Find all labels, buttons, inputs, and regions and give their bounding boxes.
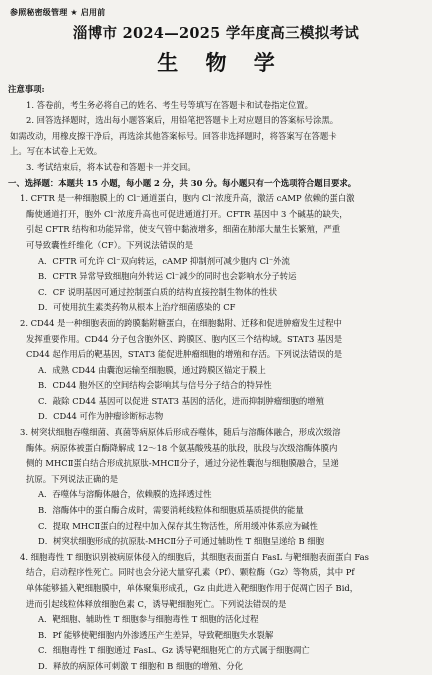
question-stem-line: 引起 CFTR 结构和功能异常，使支气管中黏液增多，细菌在肺部大量生长繁殖，严重: [26, 224, 341, 235]
option-d: D．可使用抗生素类药物从根本上治疗细菌感染的 CF: [38, 302, 236, 313]
option-a: A．吞噬体与溶酶体融合，依赖膜的选择透过性: [38, 489, 212, 500]
question-stem-line: 可导致囊性纤维化（CF）。下列说法错误的是: [26, 239, 194, 250]
question-stem-line: 进而引起线粒体释放细胞色素 C，诱导靶细胞死亡。下列说法错误的是: [26, 598, 287, 609]
note-item: 3. 考试结束后，将本试卷和答题卡一并交回。: [26, 161, 196, 172]
section-heading: 一、选择题：本题共 15 小题，每小题 2 分，共 30 分。每小题只有一个选项符合题目要求。: [8, 177, 357, 188]
question-stem-line: 酶体。病原体被蛋白酶降解成 12～18 个氨基酸残基的肽段，肽段与次级溶酶体膜内: [26, 442, 338, 453]
question-stem-line: 1. CFTR 是一种细胞膜上的 Cl⁻通道蛋白，胞内 Cl⁻浓度升高，激活 cAMP 依赖的蛋白激: [20, 193, 355, 204]
exam-body: [8, 82, 424, 675]
subject-title: 生 物 学: [157, 50, 285, 75]
question-stem-line: 结合，启动程序性死亡。同时也会分泌大量穿孔素（Pf）、颗粒酶（Gz）等物质，其中 Pf: [26, 567, 355, 578]
option-b: B．CFTR 异常导致细胞向外转运 Cl⁻减少的同时也会影响水分子转运: [38, 271, 297, 282]
option-c: C．敲除 CD44 基因可以促进 STAT3 基因的活化，进而抑制肿瘤细胞的增殖: [38, 395, 324, 406]
question-stem-line: CD44 起作用后的靶基因，STAT3 能促进肿瘤细胞的增殖和存活。下列说法错误的是: [26, 349, 343, 360]
option-d: D．释放的病原体可刺激 T 细胞和 B 细胞的增殖、分化: [38, 660, 243, 671]
option-a: A．成熟 CD44 由囊泡运输至细胞膜，通过跨膜区锚定于膜上: [38, 364, 266, 375]
note-item: 上。写在本试卷上无效。: [10, 146, 103, 157]
question-stem-line: 发挥重要作用。CD44 分子包含胞外区、跨膜区、胞内区三个结构域。STAT3 基因是: [26, 333, 343, 344]
question-stem-line: 单体能够插入靶细胞膜中，单体聚集形成孔，Gz 由此进入靶细胞作用于促凋亡因子 Bid，: [26, 583, 359, 593]
option-c: C．CF 说明基因可通过控制蛋白质的结构直接控制生物体的性状: [38, 286, 278, 297]
question-stem-line: 酶使通道打开，胞外 Cl⁻浓度升高也可促进通道打开。CFTR 基因中 3 个碱基的缺失，: [26, 208, 348, 219]
question-stem-line: 侧的 MHCⅡ蛋白结合形成抗原肽-MHCⅡ分子，通过分泌性囊泡与细胞膜融合，呈递: [26, 458, 339, 469]
question-stem-line: 4. 细胞毒性 T 细胞识别被病原体侵入的细胞后，其细胞表面蛋白 FasL 与靶细胞表面蛋白 Fas: [20, 551, 369, 562]
option-d: D．树突状细胞形成的抗原肽-MHCⅡ分子可通过辅助性 T 细胞呈递给 B 细胞: [38, 536, 325, 547]
exam-title: 淄博市 2024—2025 学年度高三模拟考试: [72, 25, 360, 42]
option-a: A．CFTR 可允许 Cl⁻双向转运，cAMP 抑制剂可减少胞内 Cl⁻外流: [38, 255, 290, 266]
question-stem-line: 抗原。下列说法正确的是: [26, 473, 119, 484]
question-stem-line: 3. 树突状细胞吞噬细菌、真菌等病原体后形成吞噬体，随后与溶酶体融合，形成次级溶: [20, 427, 341, 438]
option-d: D．CD44 可作为肿瘤诊断标志物: [38, 411, 164, 422]
note-item: 1. 答卷前，考生务必将自己的姓名、考生号等填写在答题卡和试卷指定位置。: [26, 99, 314, 110]
option-c: C．提取 MHCⅡ蛋白的过程中加入保存其生物活性，所用缓冲体系应为碱性: [38, 520, 318, 531]
option-b: B．溶酶体中的蛋白酶合成时，需要消耗线粒体和细胞质基质提供的能量: [38, 505, 304, 516]
option-b: B．Pf 能够使靶细胞内外渗透压产生差异，导致靶细胞失水裂解: [38, 629, 274, 640]
option-b: B．CD44 胞外区的空间结构会影响其与信号分子结合的特异性: [38, 380, 272, 391]
note-item: 如需改动，用橡皮擦干净后，再选涂其他答案标号。回答非选择题时，将答案写在答题卡: [10, 130, 337, 141]
notes-heading: 注意事项:: [8, 84, 45, 94]
option-a: A．靶细胞、辅助性 T 细胞参与细胞毒性 T 细胞的活化过程: [38, 614, 259, 625]
option-c: C．细胞毒性 T 细胞通过 FasL、Gz 诱导靶细胞死亡的方式属于细胞凋亡: [38, 645, 310, 656]
question-stem-line: 2. CD44 是一种细胞表面的跨膜黏附糖蛋白，在细胞黏附、迁移和促进肿瘤发生过程中: [20, 317, 342, 328]
note-item: 2. 回答选择题时，选出每小题答案后，用铅笔把答题卡上对应题目的答案标号涂黑。: [26, 115, 339, 126]
confidential-label: 参照秘密级管理 ★ 启用前: [10, 8, 106, 17]
